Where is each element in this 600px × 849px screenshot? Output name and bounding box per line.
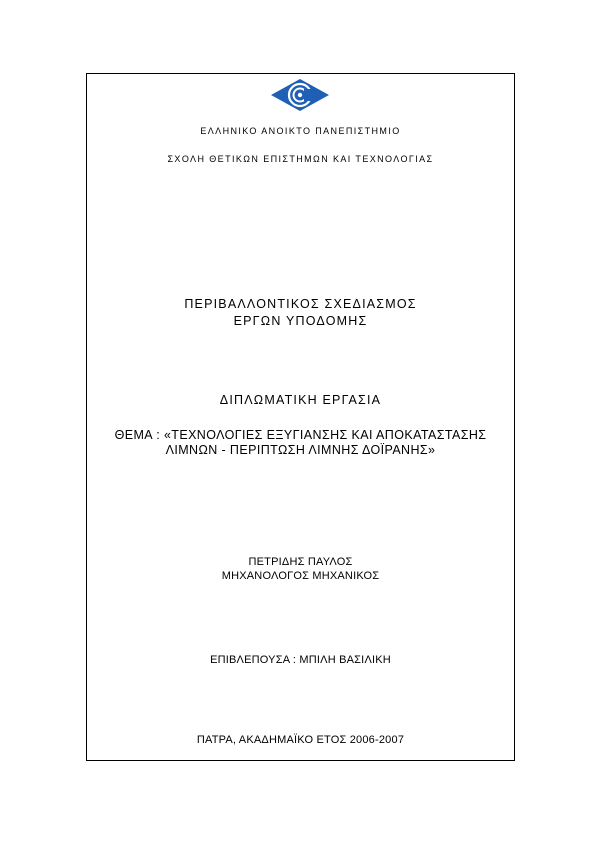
university-name: ΕΛΛΗΝΙΚΟ ΑΝΟΙΚΤΟ ΠΑΝΕΠΙΣΤΗΜΙΟ xyxy=(200,126,401,136)
thesis-label: ΔΙΠΛΩΜΑΤΙΚΗ ΕΡΓΑΣΙΑ xyxy=(219,393,382,407)
program-title-line2: ΕΡΓΩΝ ΥΠΟΔΟΜΗΣ xyxy=(233,314,368,328)
author-name: ΠΕΤΡΙΔΗΣ ΠΑΥΛΟΣ xyxy=(248,556,353,568)
program-title-line1: ΠΕΡΙΒΑΛΛΟΝΤΙΚΟΣ ΣΧΕΔΙΑΣΜΟΣ xyxy=(184,297,417,311)
school-name: ΣΧΟΛΗ ΘΕΤΙΚΩΝ ΕΠΙΣΤΗΜΩΝ ΚΑΙ ΤΕΧΝΟΛΟΓΙΑΣ xyxy=(167,154,434,164)
place-and-academic-year: ΠΑΤΡΑ, ΑΚΑΔΗΜΑΪΚΟ ΕΤΟΣ 2006-2007 xyxy=(196,734,405,746)
thesis-topic-line1: ΘΕΜΑ : «ΤΕΧΝΟΛΟΓΙΕΣ ΕΞΥΓΙΑΝΣΗΣ ΚΑΙ ΑΠΟΚΑΤΑΣΤΑΣΗΣ xyxy=(114,428,487,442)
supervisor-line: ΕΠΙΒΛΕΠΟΥΣΑ : ΜΠΙΛΗ ΒΑΣΙΛΙΚΗ xyxy=(210,654,391,666)
author-profession: ΜΗΧΑΝΟΛΟΓΟΣ ΜΗΧΑΝΙΚΟΣ xyxy=(221,570,380,582)
university-logo-icon xyxy=(270,78,330,112)
thesis-topic-line2: ΛΙΜΝΩΝ - ΠΕΡΙΠΤΩΣΗ ΛΙΜΝΗΣ ΔΟΪΡΑΝΗΣ» xyxy=(165,443,436,457)
